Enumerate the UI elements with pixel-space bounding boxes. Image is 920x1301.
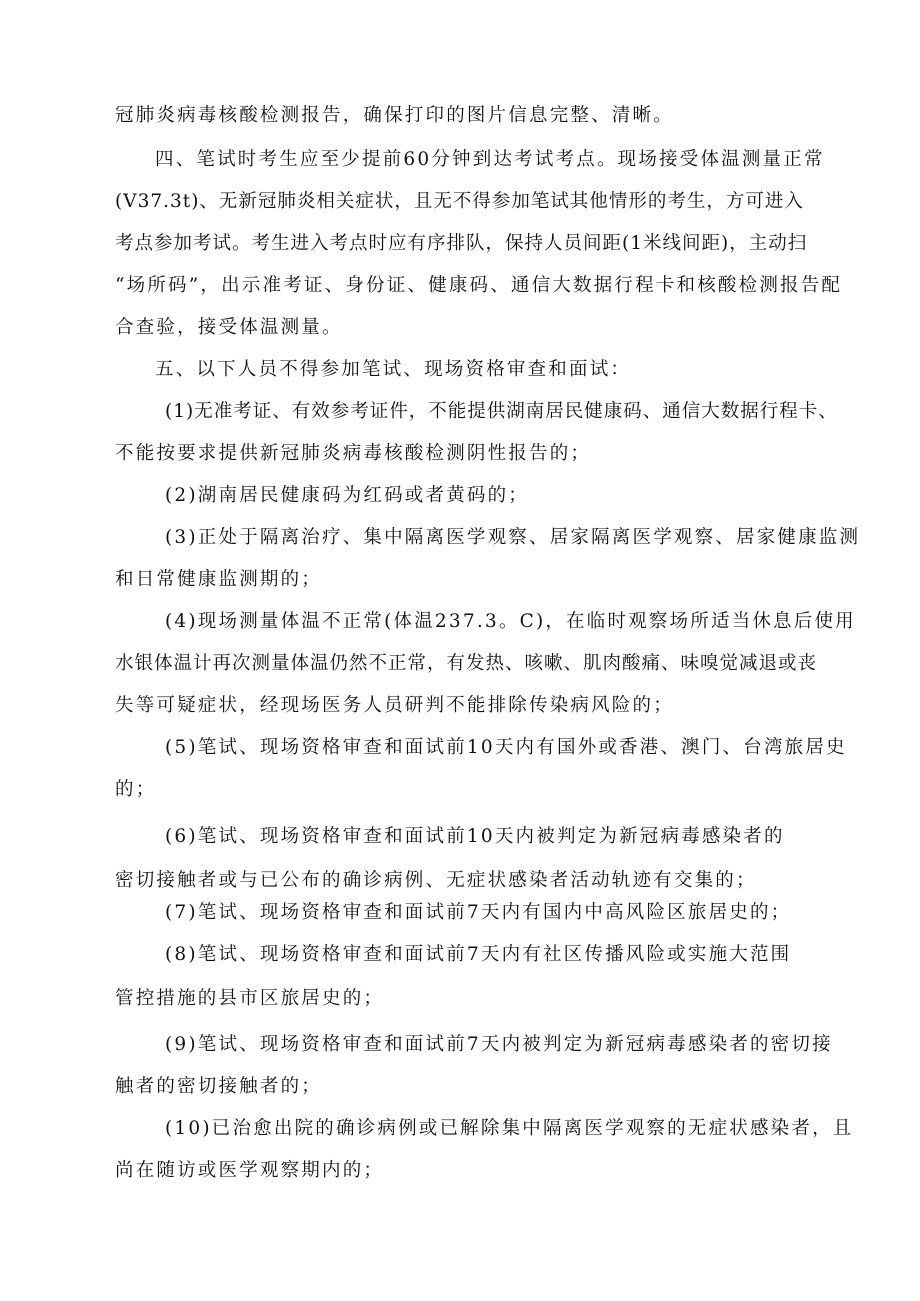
item-7: (7)笔试、现场资格审查和面试前7天内有国内中高风险区旅居史的； [165,902,792,923]
item-6-line-1: (6)笔试、现场资格审查和面试前10天内被判定为新冠病毒感染者的 [165,826,785,847]
item-10-line-1: (10)已治愈出院的确诊病例或已解除集中隔离医学观察的无症状感染者，且 [165,1118,854,1139]
text-line-1: 冠肺炎病毒核酸检测报告，确保打印的图片信息完整、清晰。 [115,105,674,126]
item-1-line-2: 不能按要求提供新冠肺炎病毒核酸检测阴性报告的； [115,443,592,464]
item-4-line-1: (4)现场测量体温不正常(体温237.3。C)，在临时观察场所适当休息后使用 [165,611,856,632]
item-8-line-2: 管控措施的县市区旅居史的； [115,988,385,1009]
item-5-line-2: 的； [115,779,157,800]
item-8-line-1: (8)笔试、现场资格审查和面试前7天内有社区传播风险或实施大范围 [165,944,792,965]
item-3-line-2: 和日常健康监测期的； [115,569,323,590]
item-9-line-1: (9)笔试、现场资格审查和面试前7天内被判定为新冠病毒感染者的密切接 [165,1034,833,1055]
item-1-line-1: (1)无准考证、有效参考证件，不能提供湖南居民健康码、通信大数据行程卡、 [165,401,838,422]
item-5-line-1: (5)笔试、现场资格审查和面试前10天内有国外或香港、澳门、台湾旅居史 [165,737,847,758]
section-4-heading-line: 四、笔试时考生应至少提前60分钟到达考试考点。现场接受体温测量正常 [155,149,825,170]
item-4-line-2: 水银体温计再次测量体温仍然不正常，有发热、咳嗽、肌肉酸痛、味嗅觉减退或丧 [115,653,818,674]
item-4-line-3: 失等可疑症状，经现场医务人员研判不能排除传染病风险的； [115,695,674,716]
item-9-line-2: 触者的密切接触者的； [115,1076,323,1097]
text-line-3: (V37.3t)、无新冠肺炎相关症状，且无不得参加笔试其他情形的考生，方可进入 [115,191,804,212]
item-10-line-2: 尚在随访或医学观察期内的； [115,1160,385,1181]
item-2: (2)湖南居民健康码为红码或者黄码的； [165,485,530,506]
section-5-heading: 五、以下人员不得参加笔试、现场资格审查和面试： [155,359,632,380]
text-line-6: 合查验，接受体温测量。 [115,317,343,338]
text-line-4: 考点参加考试。考生进入考点时应有序排队，保持人员间距(1米线间距)，主动扫 [115,233,808,254]
item-6-line-2: 密切接触者或与已公布的确诊病例、无症状感染者活动轨迹有交集的； [115,870,757,891]
text-line-5: “场所码”，出示准考证、身份证、健康码、通信大数据行程卡和核酸检测报告配 [115,275,843,296]
item-3-line-1: (3)正处于隔离治疗、集中隔离医学观察、居家隔离医学观察、居家健康监测 [165,527,861,548]
